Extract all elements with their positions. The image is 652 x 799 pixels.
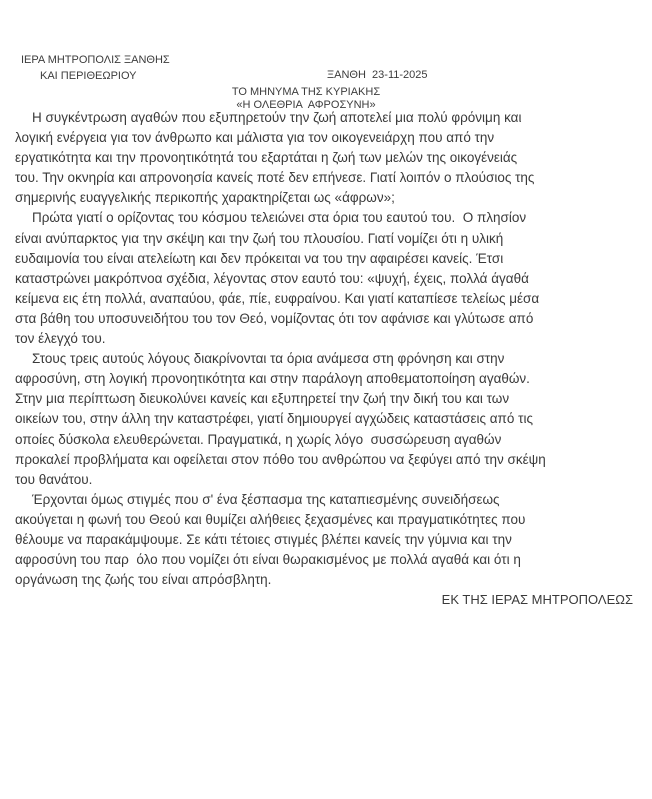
body-line: οικείων του, στην άλλη την καταστρέφει, γιατί δημιουργεί αγχώδεις καταστάσεις από τις	[15, 411, 533, 427]
body-line: αφροσύνη του παρ όλο που νομίζει ότι είναι θωρακισμένος με πολλά αγαθά και ότι η	[15, 552, 521, 568]
body-line: ευδαιμονία του είναι ατελείωτη και δεν πρόκειται να του την αφαιρέσει κανείς. Έτσι	[15, 250, 504, 266]
paragraph	[15, 208, 647, 349]
paragraph	[15, 108, 647, 208]
body-line: αφροσύνη, στη λογική προνοητικότητα και στην παράλογη αποθεματοποίηση αγαθών.	[15, 371, 530, 387]
body-line: οποίες δύσκολα ελευθερώνεται. Πραγματικά, η χωρίς λόγο συσσώρευση αγαθών	[15, 431, 502, 447]
body-line: τον έλεγχό του.	[15, 331, 106, 347]
body-line: θέλουμε να παρακάμψουμε. Σε κάτι τέτοιες στιγμές βλέπει κανείς την γύμνια και την	[15, 531, 512, 547]
body-line: Στην μια περίπτωση διευκολύνει κανείς και εξυπηρετεί την ζωή την δική του και των	[15, 391, 510, 407]
body-line: είναι ανύπαρκτος για την σκέψη και την ζωή του πλουσίου. Γιατί νομίζει ότι η υλική	[15, 230, 504, 246]
body-line: λογική ενέργεια για τον άνθρωπο και μάλιστα για τον οικογενειάρχη που από την	[15, 130, 495, 146]
paragraph	[15, 490, 647, 590]
body-line: καταστρώνει μακρόπνοα σχέδια, λέγοντας στον εαυτό του: «ψυχή, έχεις, πολλά άγαθά	[15, 270, 529, 286]
letterhead-org-line1: ΙΕΡΑ ΜΗΤΡΟΠΟΛΙΣ ΞΑΝΘΗΣ	[21, 54, 170, 66]
body-line: οργάνωση της ζωής του είναι απρόσβλητη.	[15, 572, 272, 588]
body-line: του θανάτου.	[15, 471, 93, 487]
document-title: ΤΟ ΜΗΝΥΜΑ ΤΗΣ ΚΥΡΙΑΚΗΣ	[231, 86, 381, 98]
body-line: ακούγεται η φωνή του Θεού και θυμίζει αλήθειες ξεχασμένες και πραγματικότητες που	[15, 511, 526, 527]
letterhead-org-line2: ΚΑΙ ΠΕΡΙΘΕΩΡΙΟΥ	[40, 70, 137, 82]
place-date-line: ΞΑΝΘΗ 23-11-2025	[327, 69, 428, 81]
paragraph	[15, 349, 647, 490]
body-line: προκαλεί προβλήματα και οφείλεται στον πόθο του ανθρώπου να ξεφύγει από την σκέψη	[15, 451, 546, 467]
body-line: σημερινής ευαγγελικής περικοπής χαρακτηρίζεται ως «άφρων»;	[15, 190, 395, 206]
body-line: κείμενα εις έτη πολλά, αναπαύου, φάε, πίε, ευφραίνου. Και γιατί καταπίεσε τελείως μέσα	[15, 290, 540, 306]
signature-line: ΕΚ ΤΗΣ ΙΕΡΑΣ ΜΗΤΡΟΠΟΛΕΩΣ	[441, 592, 633, 607]
body-line: στα βάθη του υποσυνειδήτου του τον Θεό, νομίζοντας ότι τον αφάνισε και γλύτωσε από	[15, 310, 534, 326]
document-body	[15, 108, 647, 590]
document-subtitle: «Η ΟΛΕΘΡΙΑ ΑΦΡΟΣΥΝΗ»	[236, 99, 376, 111]
body-line: Στους τρεις αυτούς λόγους διακρίνονται τα όρια ανάμεσα στη φρόνηση και στην	[32, 351, 505, 367]
body-line: εργατικότητα και την προνοητικότητά του εξαρτάται η ζωή των μελών της οικογένειάς	[15, 150, 518, 166]
body-line: του. Την οκνηρία και απρονοησία κανείς ποτέ δεν επήνεσε. Γιατί λοιπόν ο πλούσιος της	[15, 170, 535, 186]
body-line: Πρώτα γιατί ο ορίζοντας του κόσμου τελειώνει στα όρια του εαυτού του. Ο πλησίον	[32, 210, 527, 226]
body-line: Η συγκέντρωση αγαθών που εξυπηρετούν την ζωή αποτελεί μια πολύ φρόνιμη και	[32, 110, 522, 125]
body-line: Έρχονται όμως στιγμές που σ' ένα ξέσπασμα της καταπιεσμένης συνειδήσεως	[32, 491, 500, 507]
